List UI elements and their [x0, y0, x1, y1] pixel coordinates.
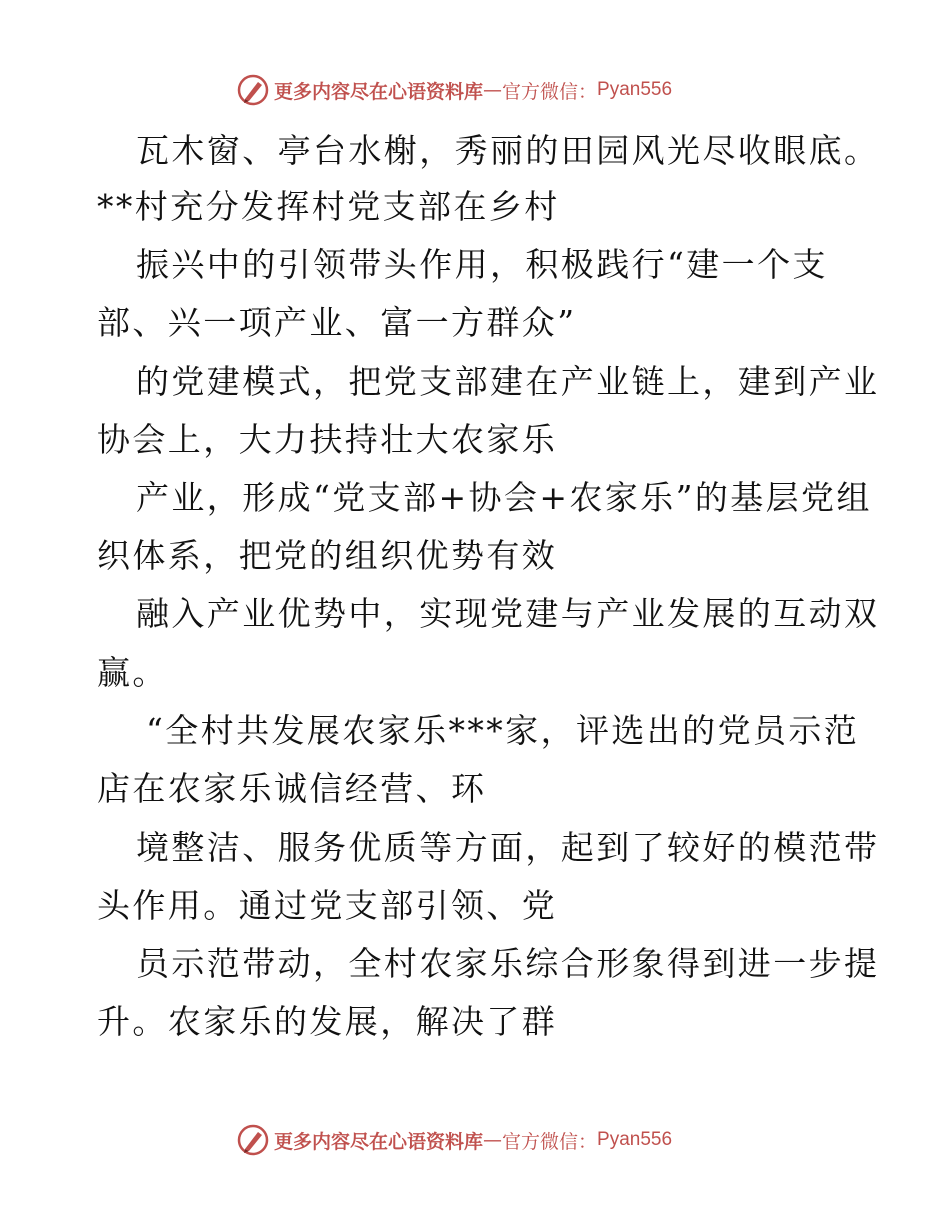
banner-title: 更多内容尽在心语资料库 — [274, 80, 484, 103]
banner-dash: — — [483, 79, 503, 101]
banner-title: 更多内容尽在心语资料库 — [274, 1130, 484, 1153]
body-line: 振兴中的引领带头作用，积极践行“建一个支 — [136, 245, 828, 284]
footer-banner — [236, 1122, 672, 1158]
body-line: 产业，形成“党支部+协会+农家乐”的基层党组 — [136, 478, 872, 517]
body-line: 协会上，大力扶持壮大农家乐 — [97, 420, 558, 459]
pen-logo-icon — [236, 1123, 270, 1157]
body-line: 升。农家乐的发展，解决了群 — [97, 1002, 558, 1041]
banner-wechat-id: Pyan556 — [597, 79, 673, 100]
banner-dash: — — [483, 1129, 503, 1151]
body-line: 头作用。通过党支部引领、党 — [97, 886, 558, 925]
pen-logo-icon — [236, 73, 270, 107]
banner-subtitle: 官方微信： — [502, 80, 598, 103]
body-line: 店在农家乐诚信经营、环 — [97, 769, 487, 808]
body-line: 部、兴一项产业、富一方群众” — [97, 303, 577, 342]
body-line: 的党建模式，把党支部建在产业链上，建到产业 — [136, 362, 880, 401]
body-line: “全村共发展农家乐***家，评选出的党员示范 — [146, 711, 860, 750]
body-line: 员示范带动，全村农家乐综合形象得到进一步提 — [136, 944, 880, 983]
body-line: 瓦木窗、亭台水榭，秀丽的田园风光尽收眼底。 — [136, 131, 880, 170]
body-line: 赢。 — [97, 653, 168, 692]
body-line: **村充分发挥村党支部在乡村 — [97, 187, 560, 226]
header-banner — [236, 72, 672, 108]
body-line: 织体系，把党的组织优势有效 — [97, 536, 558, 575]
body-line: 境整洁、服务优质等方面，起到了较好的模范带 — [136, 828, 880, 867]
banner-wechat-id: Pyan556 — [597, 1129, 673, 1150]
banner-subtitle: 官方微信： — [502, 1130, 598, 1153]
body-line: 融入产业优势中，实现党建与产业发展的互动双 — [136, 594, 880, 633]
